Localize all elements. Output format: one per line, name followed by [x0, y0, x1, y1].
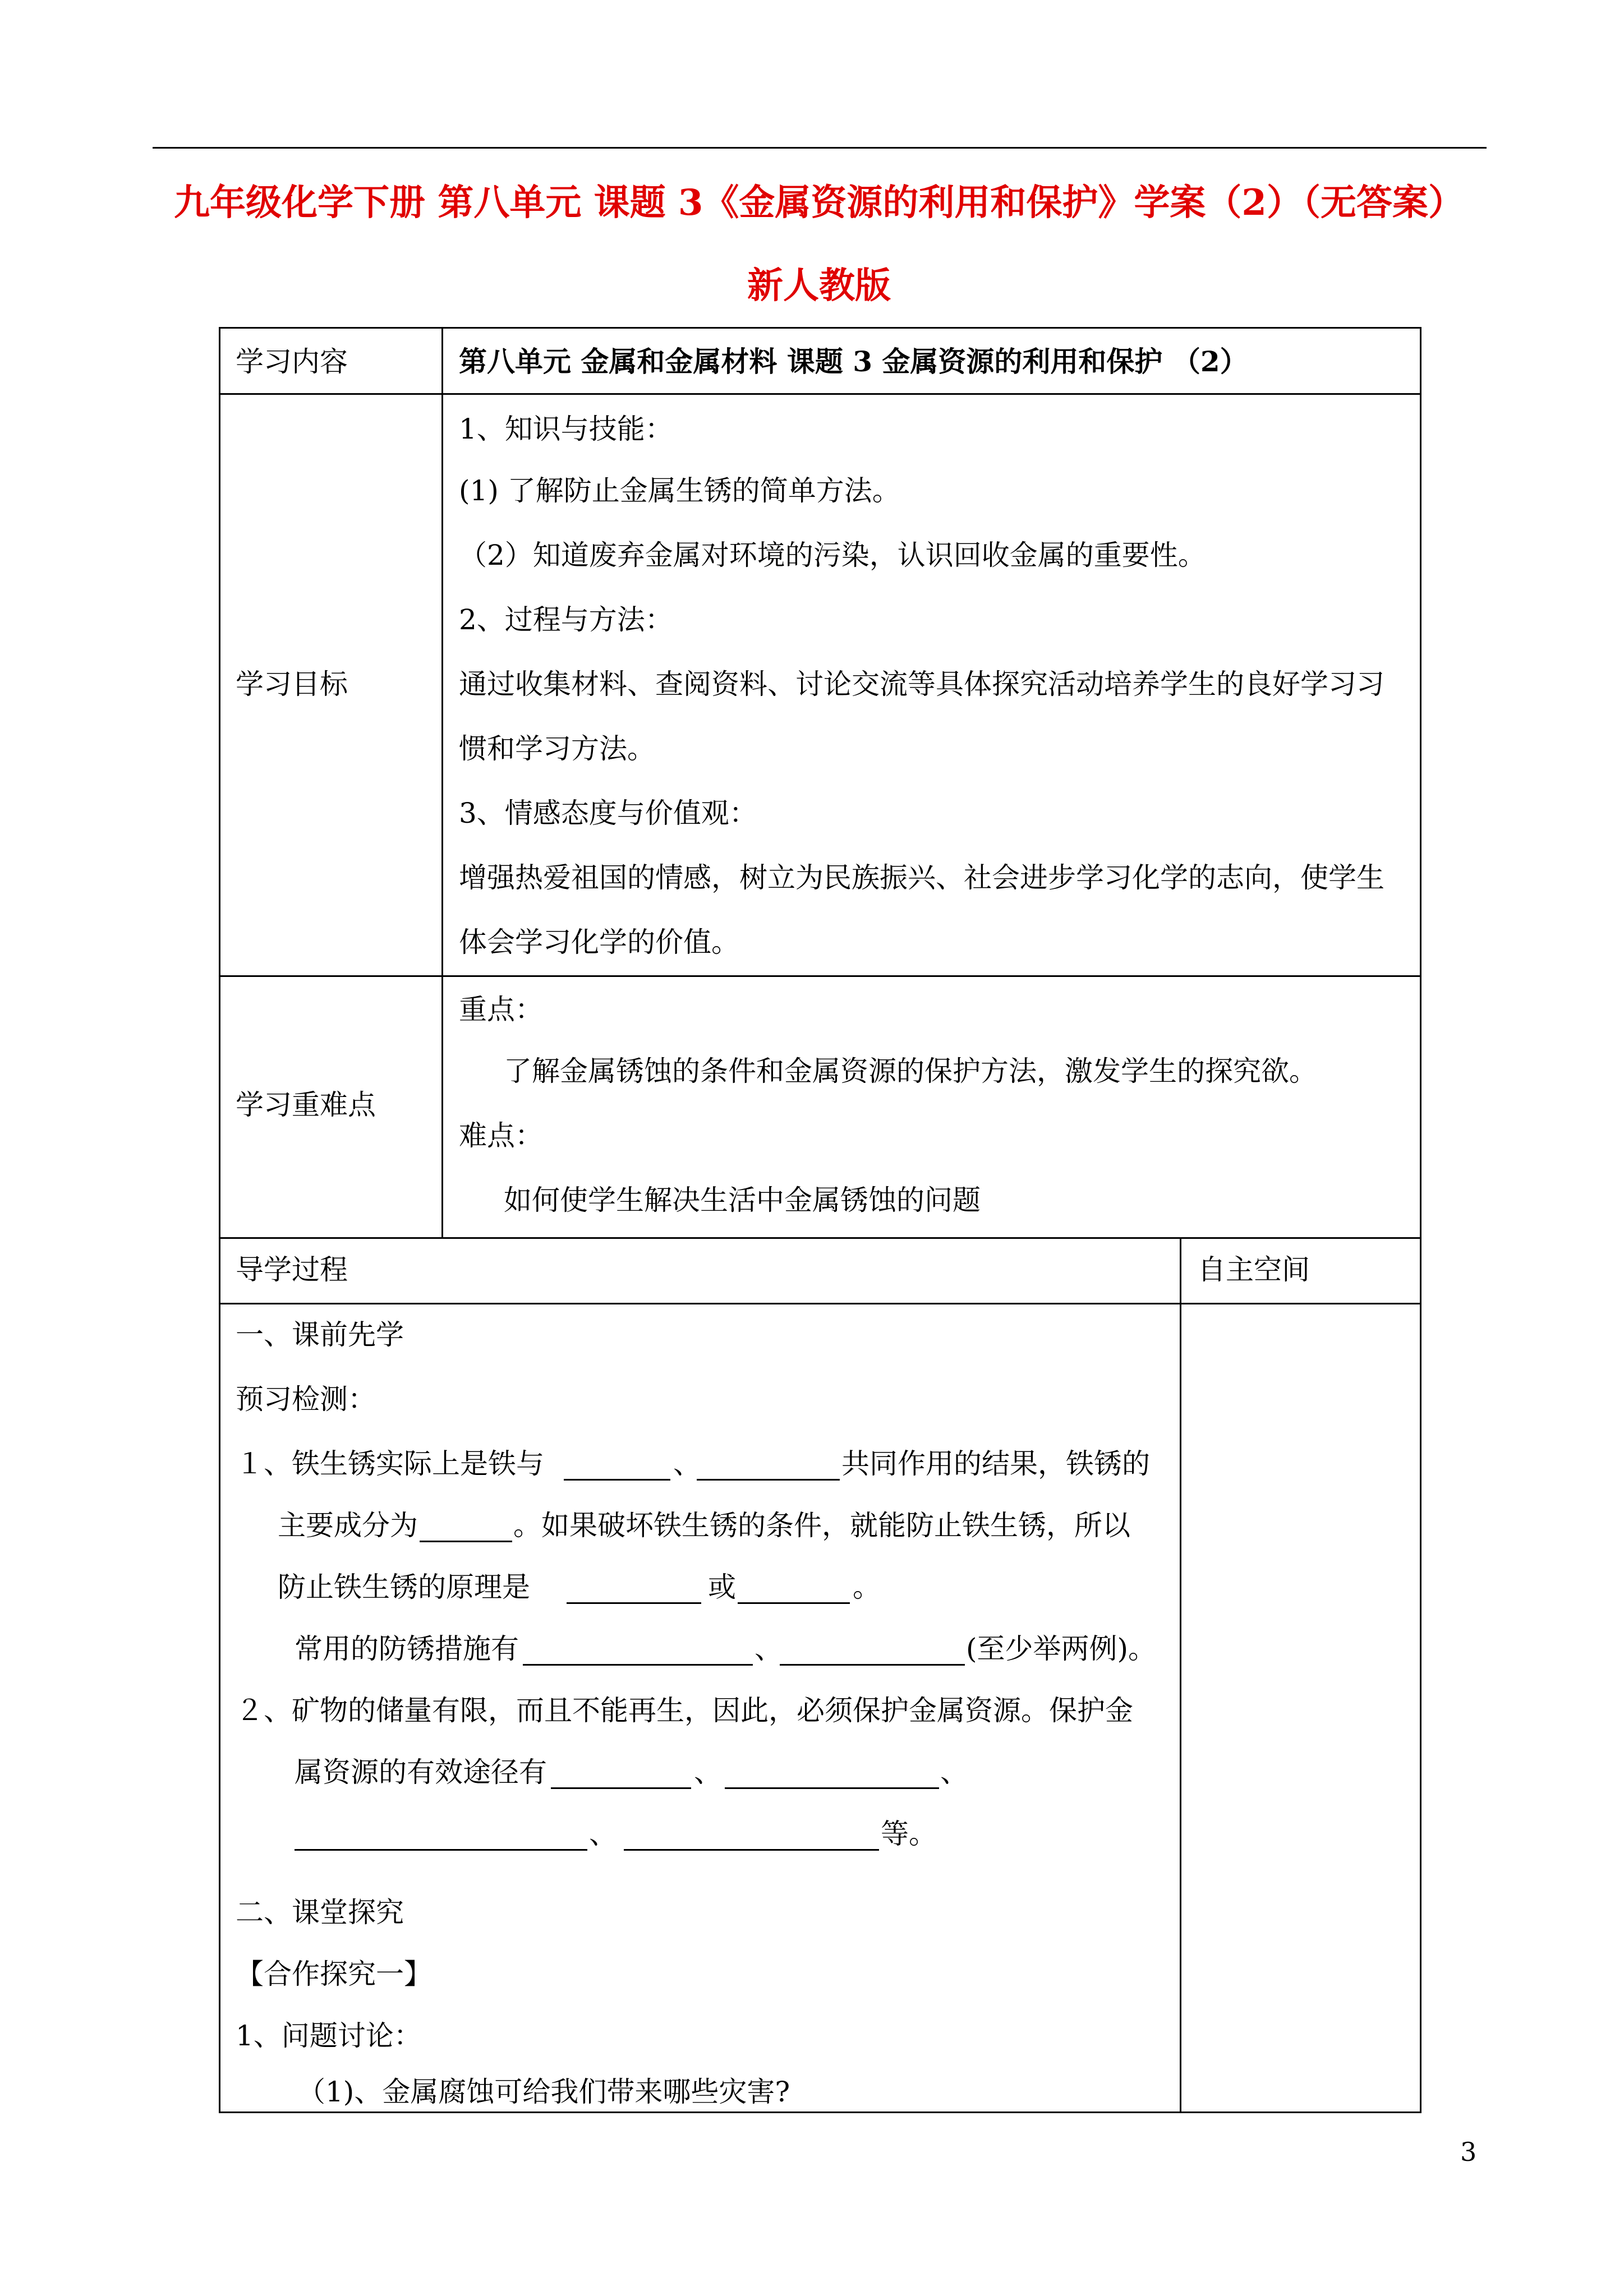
punctuation: 、: [940, 1756, 968, 1788]
table-row-divider: [219, 1237, 1421, 1239]
question-1-text: 共同作用的结果，铁锈的: [841, 1447, 1150, 1480]
answer-blank[interactable]: [624, 1849, 879, 1851]
discussion-heading: 1、问题讨论：: [236, 2020, 422, 2052]
answer-blank[interactable]: [551, 1787, 691, 1789]
question-1-text: 防止铁生锈的原理是: [278, 1571, 530, 1603]
question-1-text: (至少举两例)。: [966, 1633, 1157, 1665]
answer-blank[interactable]: [523, 1664, 753, 1666]
self-study-space-header: 自主空间: [1198, 1253, 1310, 1286]
answer-blank[interactable]: [564, 1479, 670, 1481]
row-label-key-points: 学习重难点: [236, 1089, 376, 1121]
question-2-text: 属资源的有效途径有: [295, 1756, 547, 1788]
objective-line: 3、情感态度与价值观：: [459, 797, 757, 829]
key-point-line: 了解金属锈蚀的条件和金属资源的保护方法，激发学生的探究欲。: [504, 1055, 1317, 1087]
section-heading: 一、课前先学: [236, 1318, 404, 1351]
question-2: ２、矿物的储量有限，而且不能再生，因此，必须保护金属资源。保护金: [236, 1694, 1133, 1727]
table-col-divider-right: [1180, 1237, 1181, 2113]
document-subtitle: 新人教版: [747, 265, 891, 307]
key-point-line: 重点：: [459, 993, 543, 1026]
objective-line: 体会学习化学的价值。: [459, 926, 739, 958]
objective-line: 2、过程与方法：: [459, 603, 673, 636]
objective-line: （2）知道废弃金属对环境的污染，认识回收金属的重要性。: [459, 539, 1206, 571]
question-1-text: 常用的防锈措施有: [295, 1633, 519, 1665]
answer-blank[interactable]: [567, 1602, 701, 1604]
answer-blank[interactable]: [295, 1849, 587, 1851]
question-1-text: 主要成分为: [278, 1509, 418, 1542]
document-title: 九年级化学下册 第八单元 课题 3《金属资源的利用和保护》学案（2）（无答案）: [174, 182, 1464, 224]
objective-line: (1) 了解防止金属生锈的简单方法。: [459, 474, 900, 507]
guided-process-header: 导学过程: [236, 1253, 348, 1286]
table-row-divider: [219, 393, 1421, 395]
table-col-divider: [441, 327, 443, 1237]
punctuation: 、: [755, 1633, 783, 1665]
section-heading: 二、课堂探究: [236, 1896, 404, 1929]
question-1-text: 或: [708, 1571, 736, 1603]
header-rule: [153, 147, 1487, 149]
objective-line: 通过收集材料、查阅资料、讨论交流等具体探究活动培养学生的良好学习习: [459, 668, 1384, 700]
lesson-table: [219, 327, 1421, 2113]
page-number: 3: [1460, 2137, 1477, 2167]
question-2-text: 等。: [881, 1818, 937, 1850]
punctuation: 、: [589, 1818, 617, 1850]
answer-blank[interactable]: [725, 1787, 939, 1789]
unit-topic: 第八单元 金属和金属材料 课题 3 金属资源的利用和保护 （2）: [459, 345, 1248, 378]
table-row-divider: [219, 1303, 1421, 1304]
key-point-line: 如何使学生解决生活中金属锈蚀的问题: [504, 1184, 981, 1216]
cooperative-inquiry-heading: 【合作探究一】: [236, 1958, 432, 1990]
objective-line: 惯和学习方法。: [459, 732, 655, 765]
preview-heading: 预习检测：: [236, 1383, 376, 1416]
answer-blank[interactable]: [697, 1479, 840, 1481]
table-row-divider: [219, 975, 1421, 977]
discussion-question: （1)、金属腐蚀可给我们带来哪些灾害?: [297, 2076, 790, 2108]
answer-blank[interactable]: [780, 1664, 965, 1666]
question-1: １、铁生锈实际上是铁与: [236, 1447, 544, 1480]
row-label-content: 学习内容: [236, 345, 348, 378]
objective-line: 1、知识与技能：: [459, 413, 673, 445]
punctuation: 、: [673, 1447, 701, 1480]
key-point-line: 难点：: [459, 1119, 543, 1152]
row-label-objectives: 学习目标: [236, 668, 348, 700]
answer-blank[interactable]: [420, 1541, 512, 1542]
punctuation: 。: [853, 1571, 881, 1603]
objective-line: 增强热爱祖国的情感，树立为民族振兴、社会进步学习化学的志向，使学生: [459, 861, 1384, 894]
punctuation: 、: [694, 1756, 722, 1788]
question-1-text: 。如果破坏铁生锈的条件，就能防止铁生锈，所以: [513, 1509, 1130, 1542]
answer-blank[interactable]: [738, 1602, 850, 1604]
